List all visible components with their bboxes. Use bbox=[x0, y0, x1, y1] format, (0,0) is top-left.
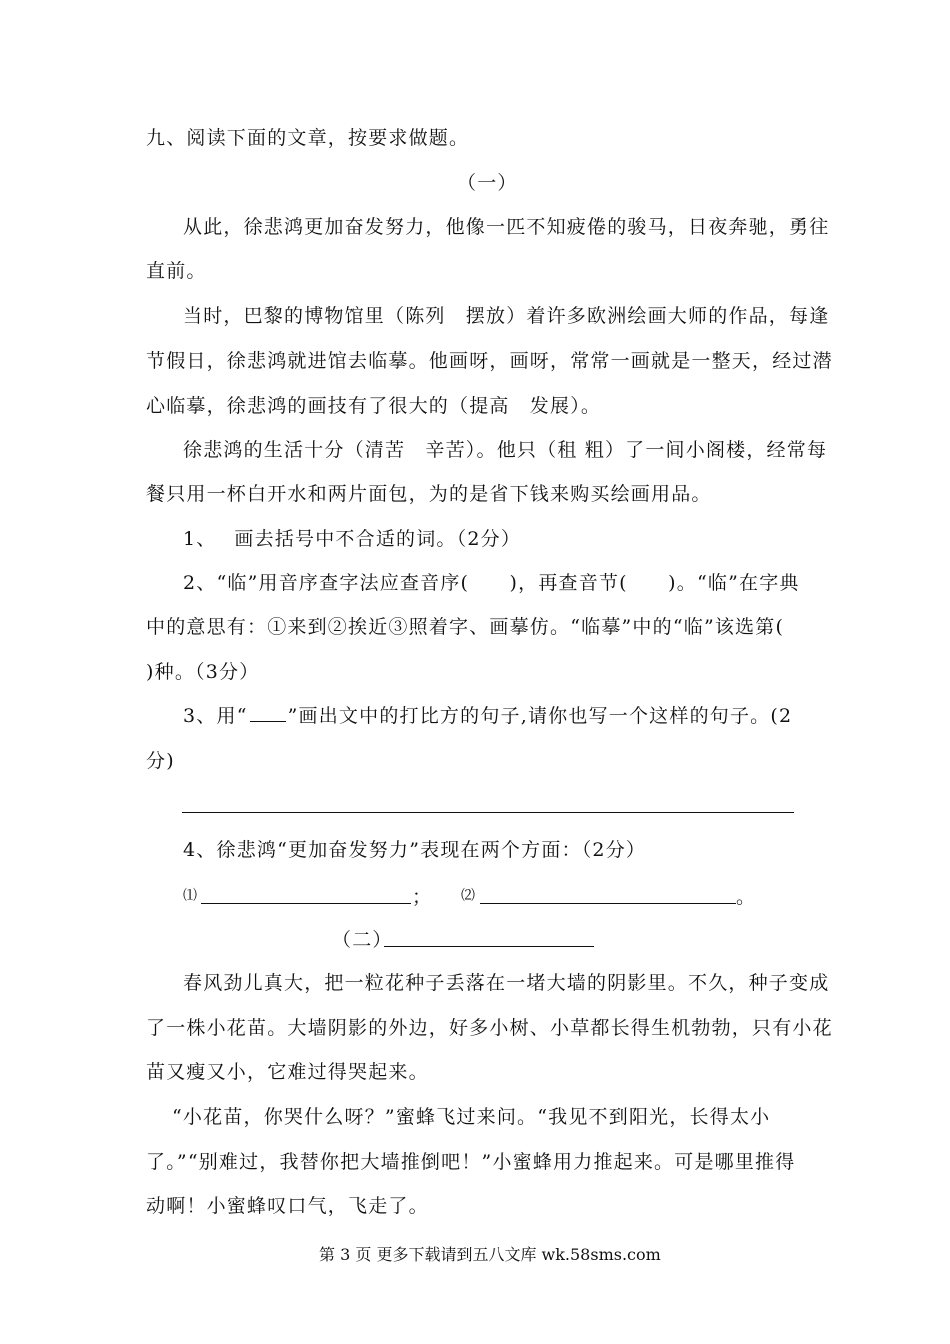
part2-p2-line2: 了。”“别难过，我替你把大墙推倒吧！”小蜜蜂用力推起来。可是哪里推得 bbox=[146, 1151, 796, 1173]
question-3-prefix: 3、用“ bbox=[183, 705, 248, 727]
question-3-line2: 分) bbox=[146, 750, 175, 772]
part1-p1-line1: 从此，徐悲鸿更加奋发努力，他像一匹不知疲倦的骏马，日夜奔驰，勇往 bbox=[183, 216, 830, 238]
question-4: 4、徐悲鸿“更加奋发努力”表现在两个方面：（2分） bbox=[183, 839, 647, 861]
part2-title: （二） bbox=[332, 929, 393, 951]
part1-p1-line2: 直前。 bbox=[146, 260, 207, 282]
part1-title: （一） bbox=[457, 172, 518, 194]
part2-p1-line1: 春风劲儿真大，把一粒花种子丢落在一堵大墙的阴影里。不久，种子变成 bbox=[183, 972, 830, 994]
part1-p2-line1: 当时，巴黎的博物馆里（陈列 摆放）着许多欧洲绘画大师的作品，每逢 bbox=[183, 305, 830, 327]
question-2-line2: 中的意思有：①来到②挨近③照着字、画摹仿。“临摹”中的“临”该选第( bbox=[146, 616, 785, 638]
section-heading: 九、阅读下面的文章，按要求做题。 bbox=[146, 127, 470, 149]
part2-p2-line3: 动啊！小蜜蜂叹口气，飞走了。 bbox=[146, 1195, 429, 1217]
question-2-line3: )种。（3分） bbox=[146, 661, 260, 683]
part2-p1-line3: 苗又瘦又小，它难过得哭起来。 bbox=[146, 1061, 429, 1083]
q4-separator: ； bbox=[412, 886, 433, 908]
question-3-suffix: ”画出文中的打比方的句子,请你也写一个这样的句子。(2 bbox=[287, 705, 793, 727]
part1-p3-line2: 餐只用一杯白开水和两片面包，为的是省下钱来购买绘画用品。 bbox=[146, 483, 712, 505]
question-2-line1: 2、“临”用音序查字法应查音序( )，再查音节( )。“临”在字典 bbox=[183, 572, 800, 594]
part1-p2-line2: 节假日，徐悲鸿就进馆去临摹。他画呀，画呀，常常一画就是一整天，经过潜 bbox=[146, 350, 833, 372]
answer-line-q4-2[interactable] bbox=[480, 903, 736, 904]
part1-p2-line3: 心临摹，徐悲鸿的画技有了很大的（提高 发展）。 bbox=[146, 395, 602, 417]
page-footer: 第 3 页 更多下载请到五八文库 wk.58sms.com bbox=[319, 1245, 661, 1264]
q4-label-1: ⑴ bbox=[183, 888, 199, 904]
q4-end: 。 bbox=[736, 886, 757, 908]
question-3-line1 bbox=[183, 704, 792, 728]
answer-line-q3[interactable] bbox=[182, 812, 794, 813]
underline-marker bbox=[250, 705, 286, 722]
part1-p3-line1: 徐悲鸿的生活十分（清苦 辛苦）。他只（租 粗）了一间小阁楼，经常每 bbox=[183, 439, 828, 461]
answer-line-q4-1[interactable] bbox=[201, 903, 411, 904]
part2-p1-line2: 了一株小花苗。大墙阴影的外边，好多小树、小草都长得生机勃勃，只有小花 bbox=[146, 1017, 833, 1039]
question-1: 1、 画去括号中不合适的词。（2分） bbox=[183, 528, 522, 550]
part2-p2-line1: “小花苗，你哭什么呀？”蜜蜂飞过来问。“我见不到阳光，长得太小 bbox=[172, 1106, 771, 1128]
q4-label-2: ⑵ bbox=[461, 888, 477, 904]
title-answer-line[interactable] bbox=[384, 946, 594, 947]
